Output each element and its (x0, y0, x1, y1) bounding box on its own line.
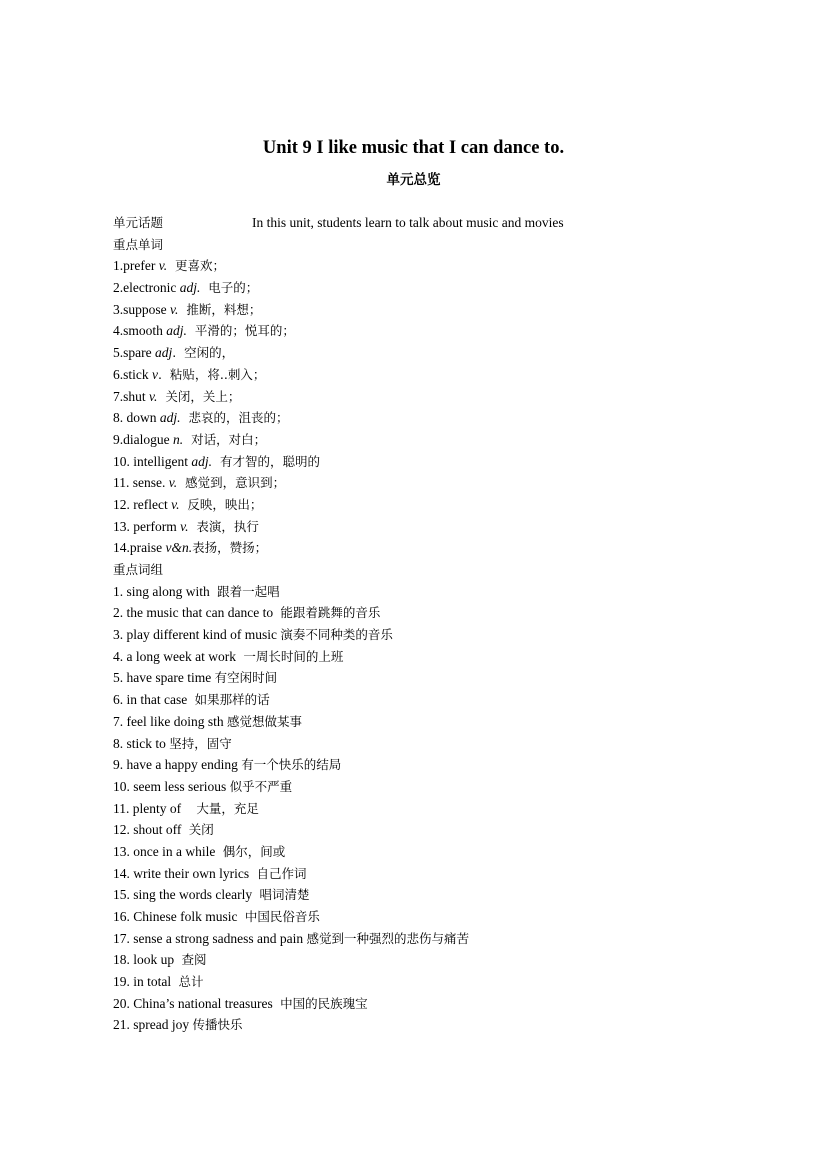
phrase-english: 16. Chinese folk music (113, 909, 241, 924)
phrase-item (113, 667, 733, 689)
phrase-item (113, 906, 733, 928)
vocab-word: 11. sense. (113, 475, 169, 491)
phrase-english: 8. stick to (113, 735, 170, 751)
vocab-part-of-speech: n. (173, 431, 184, 447)
phrase-chinese: 总计 (174, 974, 204, 990)
vocab-word: 13. perform (113, 518, 181, 534)
phrase-english: 14. write their own lyrics (113, 865, 253, 881)
phrase-english: 11. plenty of (113, 800, 185, 816)
vocab-item (113, 429, 733, 451)
vocab-part-of-speech: v&n. (165, 540, 193, 556)
phrase-chinese: 跟着一起唱 (213, 583, 280, 599)
phrase-english: 15. sing the words clearly (113, 887, 256, 903)
phrase-english: 10. seem less serious (113, 778, 230, 794)
phrase-chinese: 演奏不同种类的音乐 (280, 627, 393, 643)
vocab-item (113, 494, 733, 516)
phrase-chinese: 能跟着跳舞的音乐 (276, 605, 381, 621)
vocab-item (113, 277, 733, 299)
phrase-item (113, 841, 733, 863)
vocab-item (113, 516, 733, 538)
vocab-item (113, 255, 733, 277)
phrase-english: 1. sing along with (113, 583, 214, 599)
phrase-item (113, 689, 733, 711)
vocab-word: 6.stick (113, 366, 152, 382)
vocab-word: 7.shut (113, 388, 150, 404)
phrase-heading: 重点词组 (113, 562, 164, 577)
phrase-english: 5. have spare time (113, 670, 215, 686)
phrase-chinese: 关闭 (184, 822, 214, 838)
document-body (113, 212, 733, 1036)
phrase-english: 13. once in a while (113, 843, 219, 859)
vocab-part-of-speech: v. (171, 496, 180, 512)
vocab-meaning: 悲哀的，沮丧的； (180, 410, 289, 426)
vocab-list (113, 255, 733, 559)
phrase-item (113, 602, 733, 624)
vocab-word: 14.praise (113, 540, 166, 556)
vocab-word: 3.suppose (113, 301, 170, 317)
vocab-word: 1.prefer (113, 258, 159, 274)
phrase-item (113, 754, 733, 776)
vocab-item (113, 451, 733, 473)
vocab-part-of-speech: adj. (179, 280, 201, 296)
vocab-item (113, 407, 733, 429)
phrase-item (113, 733, 733, 755)
phrase-item (113, 971, 733, 993)
phrase-item (113, 928, 733, 950)
phrase-english: 20. China’s national treasures (113, 995, 277, 1011)
phrase-english: 2. the music that can dance to (113, 605, 277, 621)
phrase-chinese: 坚持，固守 (169, 735, 232, 751)
vocab-part-of-speech: v (152, 366, 158, 382)
phrase-chinese: 中国的民族瑰宝 (276, 995, 368, 1011)
phrase-item (113, 646, 733, 668)
phrase-english: 18. look up (113, 952, 178, 968)
phrase-list (113, 581, 733, 1036)
phrase-chinese: 感觉想做某事 (226, 713, 302, 729)
vocab-part-of-speech: v. (180, 518, 189, 534)
page-subtitle: 单元总览 (386, 172, 441, 188)
vocab-meaning: 更喜欢； (167, 258, 226, 274)
vocab-word: 12. reflect (113, 496, 172, 512)
vocab-meaning: . 空闲的， (172, 345, 235, 361)
phrase-chinese: 有一个快乐的结局 (241, 757, 342, 773)
vocab-word: 10. intelligent (113, 453, 192, 469)
phrase-item (113, 581, 733, 603)
vocab-meaning: 感觉到，意识到； (177, 475, 286, 491)
vocab-item (113, 364, 733, 386)
phrase-chinese: 有空闲时间 (214, 670, 278, 686)
phrase-english: 4. a long week at work (113, 648, 240, 664)
phrase-english: 19. in total (113, 974, 175, 990)
vocab-part-of-speech: v. (158, 258, 168, 274)
vocab-part-of-speech: v. (149, 388, 158, 404)
topic-label: 单元话题 (113, 215, 164, 230)
vocab-meaning: . 粘贴，将..刺入； (158, 366, 266, 382)
phrase-item (113, 863, 733, 885)
phrase-chinese: 传播快乐 (192, 1017, 243, 1033)
vocab-part-of-speech: adj. (159, 410, 181, 426)
phrase-item (113, 798, 733, 820)
phrase-english: 17. sense a strong sadness and pain (113, 930, 307, 946)
vocab-part-of-speech: adj. (166, 323, 187, 339)
phrase-item (113, 884, 733, 906)
vocab-meaning: 关闭，关上； (157, 388, 241, 404)
vocab-word: 8. down (113, 410, 160, 426)
phrase-english: 6. in that case (113, 692, 191, 708)
vocab-part-of-speech: v. (170, 301, 179, 317)
phrase-chinese: 感觉到一种强烈的悲伤与痛苦 (306, 930, 469, 946)
phrase-item (113, 776, 733, 798)
vocab-word: 2.electronic (113, 280, 180, 296)
phrase-english: 12. shout off (113, 822, 185, 838)
vocab-meaning: 推断，料想； (178, 301, 262, 317)
vocab-meaning: 电子的； (200, 280, 259, 296)
vocab-item (113, 472, 733, 494)
vocab-item (113, 342, 733, 364)
phrase-english: 9. have a happy ending (113, 757, 242, 773)
phrase-chinese: 偶尔，间或 (218, 843, 286, 859)
phrase-chinese: 唱词清楚 (255, 887, 310, 903)
vocab-item (113, 386, 733, 408)
vocab-item (113, 537, 733, 559)
page-title: Unit 9 I like music that I can dance to. (262, 138, 565, 158)
topic-row (113, 212, 733, 234)
vocab-word: 5.spare (113, 345, 155, 361)
vocab-part-of-speech: adj. (191, 453, 213, 469)
phrase-item (113, 711, 733, 733)
topic-text: In this unit, students learn to talk about music and movies (252, 215, 564, 230)
phrase-item (113, 624, 733, 646)
vocab-meaning: 表演，执行 (188, 518, 259, 534)
phrase-item (113, 993, 733, 1015)
phrase-english: 7. feel like doing sth (113, 713, 227, 729)
vocab-part-of-speech: adj (154, 345, 173, 361)
phrase-chinese: 自己作词 (252, 865, 307, 881)
phrase-chinese: 中国民俗音乐 (240, 909, 320, 924)
vocab-heading: 重点单词 (113, 236, 164, 252)
phrase-item (113, 1014, 733, 1036)
vocab-word: 4.smooth (113, 323, 167, 339)
phrase-chinese: 查阅 (177, 952, 207, 968)
vocab-meaning: 反映，映出； (179, 496, 263, 512)
phrase-english: 3. play different kind of music (113, 627, 281, 643)
phrase-chinese: 一周长时间的上班 (239, 648, 344, 664)
phrase-item (113, 819, 733, 841)
vocab-meaning: 表扬，赞扬； (192, 540, 268, 556)
vocab-meaning: 对话，对白； (183, 431, 267, 447)
vocab-word: 9.dialogue (113, 431, 173, 447)
phrase-chinese: 大量，充足 (184, 800, 259, 816)
vocab-part-of-speech: v. (168, 475, 178, 491)
vocab-item (113, 320, 733, 342)
phrase-chinese: 如果那样的话 (190, 692, 270, 708)
phrase-item (113, 949, 733, 971)
phrase-chinese: 似乎不严重 (229, 778, 293, 794)
vocab-item (113, 299, 733, 321)
vocab-meaning: 平滑的；悦耳的； (186, 323, 295, 339)
vocab-meaning: 有才智的，聪明的 (212, 453, 320, 469)
phrase-english: 21. spread joy (113, 1017, 193, 1033)
